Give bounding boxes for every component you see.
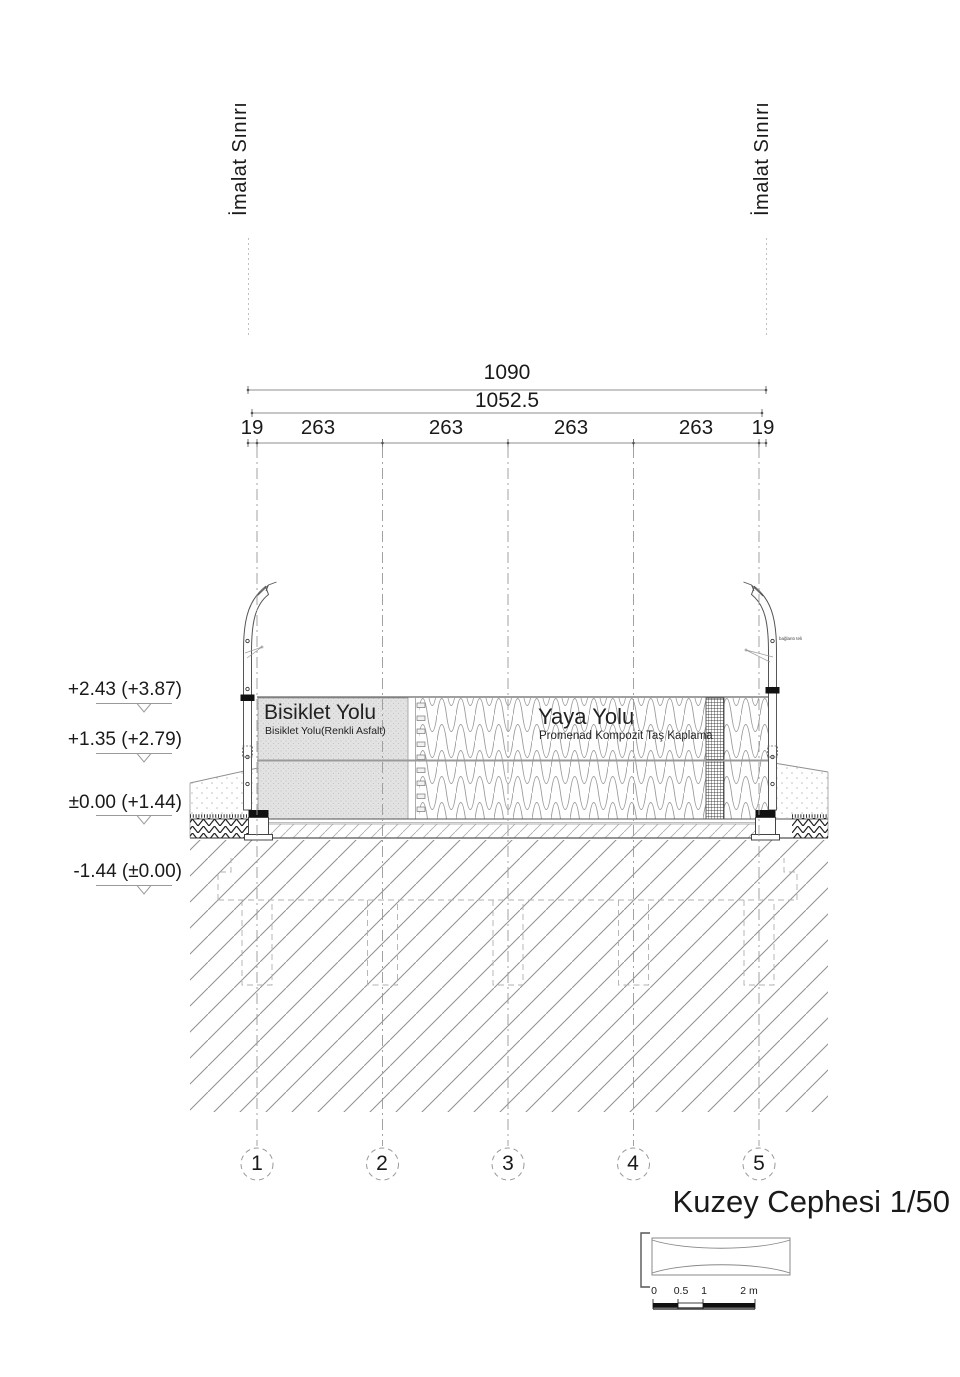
- bike-path-label: Bisiklet Yolu: [264, 701, 377, 724]
- edge-clip-strip: [417, 703, 425, 812]
- walk-path-label: Yaya Yolu: [538, 704, 635, 729]
- grid-bubble-2: 2: [376, 1152, 388, 1175]
- dim-segment: 263: [300, 416, 336, 439]
- grid-bubble-1: 1: [251, 1152, 263, 1175]
- deck-slab-band: [258, 824, 768, 838]
- drawing-title: Kuzey Cephesi 1/50: [672, 1184, 950, 1219]
- bike-path-sublabel: Bisiklet Yolu(Renkli Asfalt): [265, 725, 386, 737]
- dim-segment: 263: [678, 416, 714, 439]
- dim-segment: 19: [240, 416, 264, 439]
- boundary-label-left: İmalat Sınırı: [229, 101, 251, 216]
- subbase-right: [792, 818, 828, 838]
- boundary-dotted-lines: [249, 238, 767, 336]
- grid-bubble-3: 3: [502, 1152, 514, 1175]
- left-post-footing: [245, 810, 273, 840]
- elevation-label: -1.44 (±0.00): [73, 861, 182, 882]
- right-post-footing: [752, 810, 780, 840]
- scale-bar: [653, 1299, 755, 1309]
- scale-label-1: 1: [701, 1285, 707, 1297]
- grid-bubble-5: 5: [753, 1152, 765, 1175]
- walk-path-sublabel: Promenad Kompozit Taş Kaplama: [539, 730, 713, 742]
- post-connection-note: bağlantı teli: [779, 636, 803, 641]
- dim-segment: 263: [428, 416, 464, 439]
- earth-hatch: [190, 840, 828, 1112]
- dim-inner: 1052.5: [474, 389, 540, 412]
- dim-segment: 263: [553, 416, 589, 439]
- dim-overall: 1090: [483, 361, 531, 384]
- subbase-left: [190, 818, 250, 838]
- dim-segment: 19: [751, 416, 775, 439]
- scale-label-2m: 2 m: [740, 1285, 758, 1297]
- elevation-label: ±0.00 (+1.44): [68, 792, 182, 813]
- scale-label-05: 0.5: [673, 1285, 689, 1297]
- drain-grate-strip: [706, 698, 724, 819]
- grid-bubble-4: 4: [627, 1152, 639, 1175]
- scale-label-0: 0: [651, 1285, 657, 1297]
- elevation-label: +2.43 (+3.87): [67, 679, 182, 700]
- boundary-label-right: İmalat Sınırı: [751, 101, 773, 216]
- titleblock-symbol: [641, 1233, 790, 1287]
- elevation-label: +1.35 (+2.79): [67, 729, 182, 750]
